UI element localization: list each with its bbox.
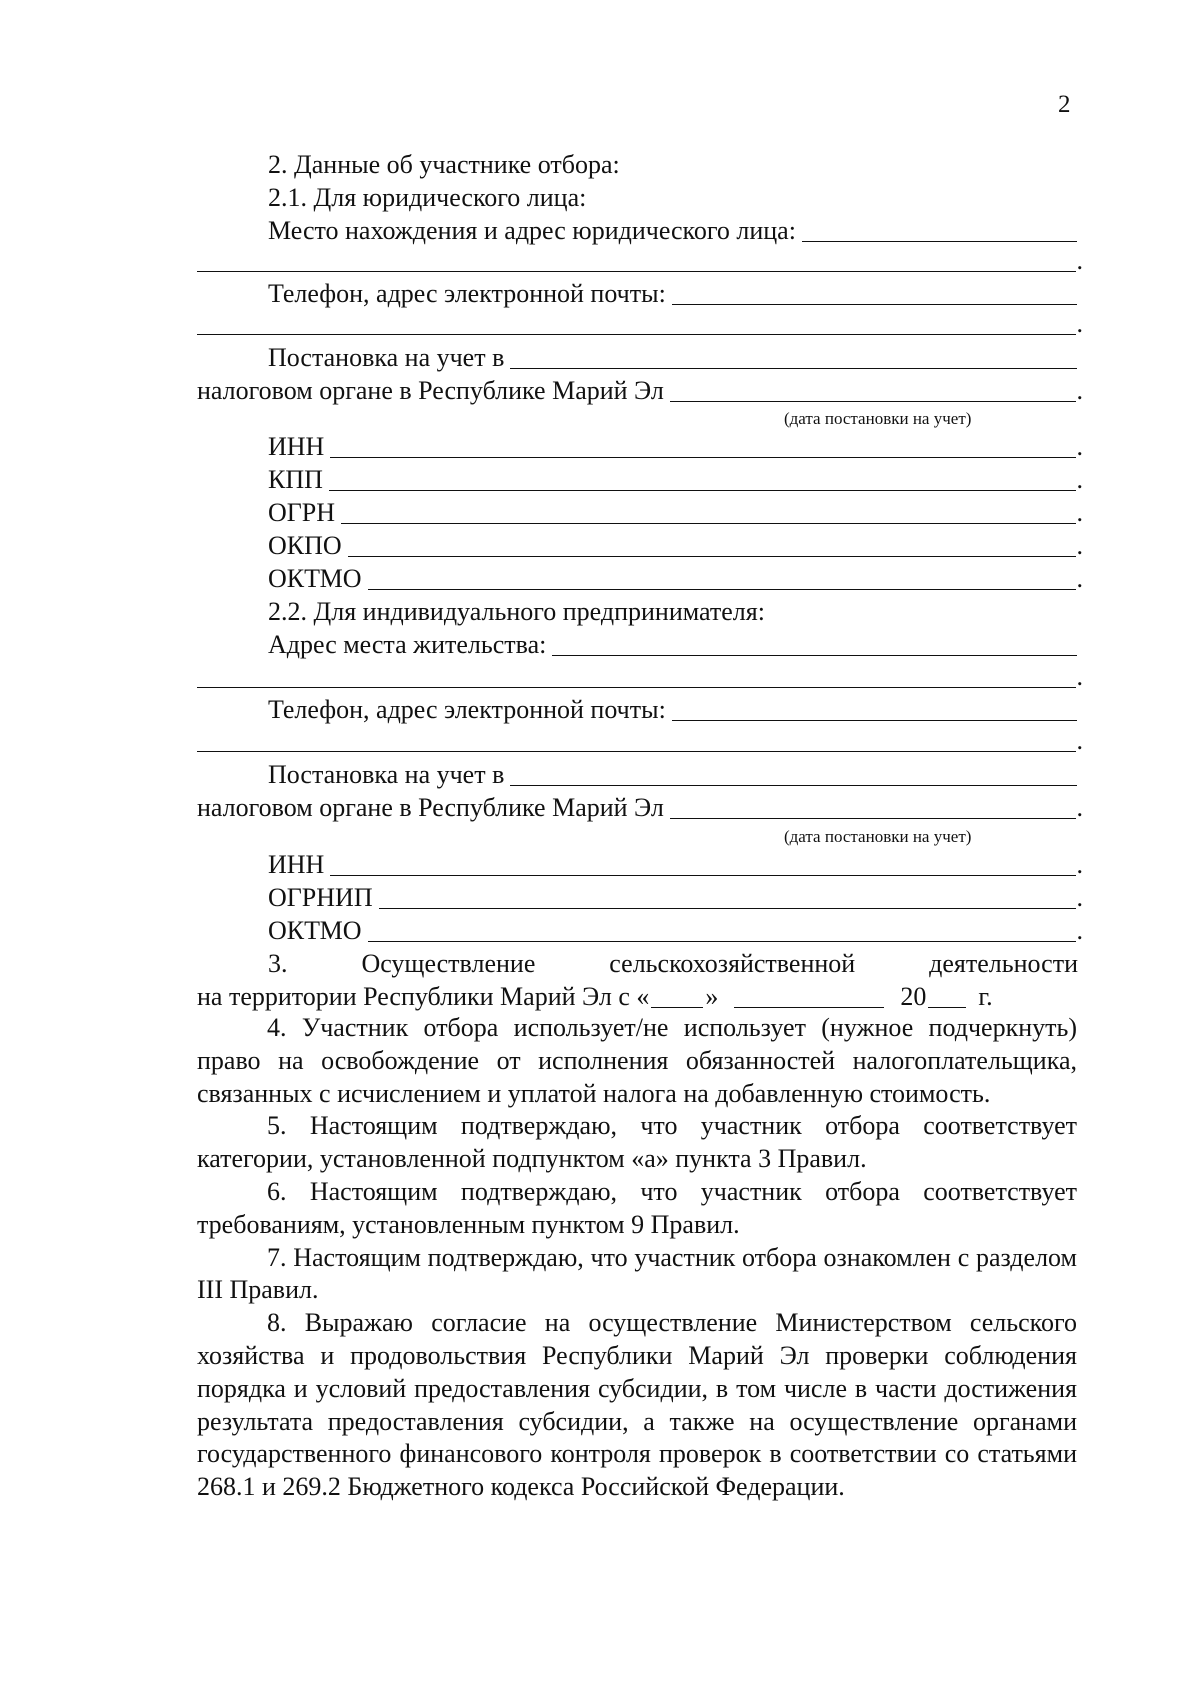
page-number: 2: [1058, 91, 1071, 118]
legal-address-field-2[interactable]: [197, 247, 1076, 272]
ip-ogrnip-field[interactable]: [379, 884, 1076, 909]
legal-phone-row: Телефон, адрес электронной почты:: [268, 277, 1078, 310]
legal-tax-field-1[interactable]: [510, 344, 1077, 369]
legal-entity-heading: 2.1. Для юридического лица:: [268, 183, 587, 212]
item3-year-field[interactable]: [928, 985, 966, 1008]
ip-tax-date-field[interactable]: [670, 794, 1076, 819]
legal-phone-field[interactable]: [672, 280, 1077, 305]
ip-tax-row-1: Постановка на учет в: [268, 758, 1078, 791]
item8-paragraph: 8. Выражаю согласие на осуществление Министерством сельского хозяйства и продовольствия Республики Марий Эл проверки соблюдения порядка и условий предоставления субсидии, в том числе в части достижения результата предоставления субсидии, а также на осуществление органами государственного финансового контроля проверок в соответствии со статьями 268.1 и 269.2 Бюджетного кодекса Российской Федерации.: [197, 1308, 1077, 1502]
legal-oktmo-row: ОКТМО .: [268, 564, 1083, 593]
legal-oktmo-field[interactable]: [368, 565, 1076, 590]
legal-kpp-field[interactable]: [329, 466, 1076, 491]
ip-tax-field-1[interactable]: [510, 761, 1077, 786]
ip-phone-field[interactable]: [672, 696, 1077, 721]
legal-kpp-row: КПП .: [268, 465, 1083, 494]
legal-tax-row-2: налоговом органе в Республике Марий Эл .: [197, 376, 1083, 405]
legal-tax-date-field[interactable]: [670, 377, 1076, 402]
legal-tax-hint: (дата постановки на учет): [784, 409, 972, 428]
legal-inn-field[interactable]: [330, 433, 1075, 458]
legal-phone-row-2: .: [197, 307, 1083, 340]
legal-okpo-field[interactable]: [348, 532, 1076, 557]
ip-inn-row: ИНН .: [268, 850, 1083, 879]
ip-phone-field-2[interactable]: [197, 727, 1076, 752]
legal-ogrn-field[interactable]: [341, 499, 1075, 524]
ip-tax-row-2: налоговом органе в Республике Марий Эл .: [197, 793, 1083, 822]
legal-inn-row: ИНН .: [268, 432, 1083, 461]
item7-paragraph: 7. Настоящим подтверждаю, что участник отбора ознакомлен с разделом III Правил.: [197, 1242, 1077, 1305]
ip-address-field[interactable]: [552, 631, 1077, 656]
item5-paragraph: 5. Настоящим подтверждаю, что участник отбора соответствует категории, установленной подпунктом «а» пункта 3 Правил.: [197, 1111, 1077, 1174]
item4-paragraph: 4. Участник отбора использует/не использует (нужное подчеркнуть) право на освобождение от исполнения обязанностей налогоплательщика, связанных с исчислением и уплатой налога на добавленную стоимость.: [197, 1013, 1077, 1108]
legal-phone-field-2[interactable]: [197, 310, 1076, 335]
ip-phone-row: Телефон, адрес электронной почты:: [268, 693, 1078, 726]
ip-ogrnip-row: ОГРНИП .: [268, 883, 1083, 912]
item3-month-field[interactable]: [734, 985, 884, 1008]
legal-address-field[interactable]: [802, 217, 1077, 242]
item3-line2: на территории Республики Марий Эл с « » 20 г.: [197, 982, 993, 1011]
ip-address-row-2: .: [197, 660, 1083, 693]
ip-address-row: Адрес места жительства:: [268, 628, 1078, 661]
item3-day-field[interactable]: [651, 985, 703, 1008]
section2-heading: 2. Данные об участнике отбора:: [268, 150, 620, 179]
legal-tax-row-1: Постановка на учет в: [268, 341, 1078, 374]
legal-address-row-2: .: [197, 244, 1083, 277]
paragraph-items: [197, 1012, 1077, 1504]
legal-okpo-row: ОКПО .: [268, 531, 1083, 560]
ip-inn-field[interactable]: [330, 851, 1075, 876]
legal-ogrn-row: ОГРН .: [268, 498, 1083, 527]
ip-oktmo-row: ОКТМО .: [268, 916, 1083, 945]
item6-paragraph: 6. Настоящим подтверждаю, что участник отбора соответствует требованиям, установленным пунктом 9 Правил.: [197, 1176, 1077, 1239]
ip-oktmo-field[interactable]: [368, 917, 1076, 942]
ip-address-field-2[interactable]: [197, 663, 1076, 688]
item3-line1: 3. Осуществление сельскохозяйственной деятельности: [268, 949, 1078, 978]
ip-tax-hint: (дата постановки на учет): [784, 827, 972, 846]
ip-phone-row-2: .: [197, 724, 1083, 757]
ip-heading: 2.2. Для индивидуального предпринимателя:: [268, 597, 765, 626]
legal-address-row: Место нахождения и адрес юридического лица:: [268, 214, 1078, 247]
